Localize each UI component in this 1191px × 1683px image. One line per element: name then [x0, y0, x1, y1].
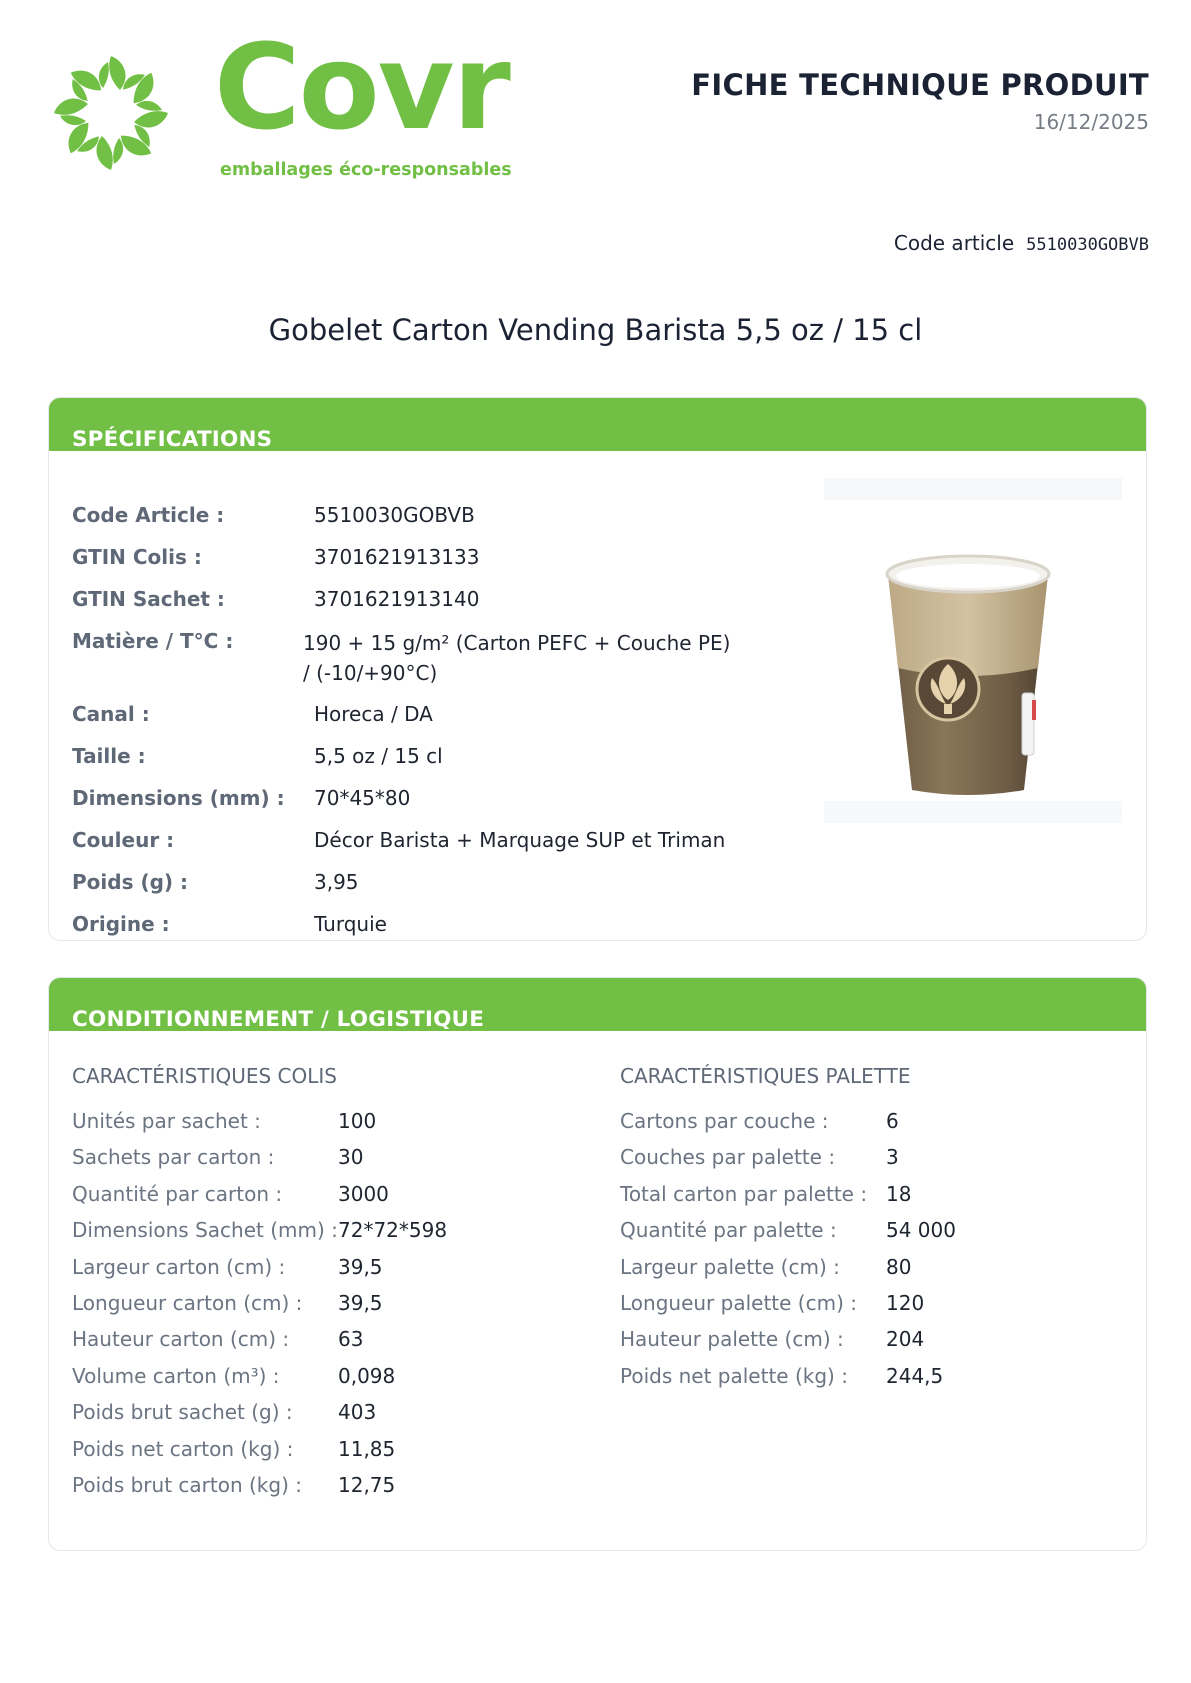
logistics-value: 72*72*598 — [338, 1218, 448, 1243]
spec-label: Dimensions (mm) : — [72, 786, 285, 810]
logistics-value: 11,85 — [338, 1436, 396, 1461]
logistics-value: 12,75 — [338, 1473, 396, 1497]
logistics-value: 403 — [338, 1400, 377, 1425]
spec-label: Couleur : — [72, 828, 175, 852]
logistics-value: 30 — [338, 1145, 364, 1170]
logo-leaf — [99, 56, 126, 90]
brand-tagline: emballages éco-responsables — [220, 160, 512, 180]
spec-value: 5510030GOBVB — [314, 503, 475, 527]
spec-value: 5,5 oz / 15 cl — [314, 744, 443, 768]
logistics-label: Poids net palette (kg) : — [620, 1363, 848, 1388]
logistics-value: 100 — [338, 1109, 377, 1133]
specifications-heading: SPÉCIFICATIONS — [49, 398, 1146, 451]
logistics-value: 39,5 — [338, 1291, 383, 1315]
logo-leaf — [117, 121, 160, 164]
logistics-label: Largeur palette (cm) : — [620, 1254, 840, 1279]
logistics-value: 18 — [886, 1181, 912, 1206]
logistics-label: Poids brut sachet (g) : — [72, 1400, 293, 1425]
logistics-value: 63 — [338, 1327, 364, 1352]
logistics-label: Dimensions Sachet (mm) : — [72, 1218, 338, 1243]
logistics-value: 120 — [886, 1291, 925, 1315]
logistics-heading: CONDITIONNEMENT / LOGISTIQUE — [49, 978, 1146, 1031]
article-code-label: Code article — [893, 231, 1015, 255]
spec-label: Origine : — [72, 912, 170, 936]
brand-wordmark: Covr — [214, 18, 509, 156]
logistics-label: Quantité par palette : — [620, 1218, 837, 1243]
document-title: FICHE TECHNIQUE PRODUIT — [691, 68, 1149, 102]
logistics-value: 3000 — [338, 1181, 389, 1206]
product-title: Gobelet Carton Vending Barista 5,5 oz / 15 cl — [268, 313, 923, 347]
spec-label: Matière / T°C : — [72, 629, 234, 653]
logistics-card — [48, 977, 1147, 1551]
paper-cup-barista-icon — [824, 478, 1122, 823]
logo-leaf — [134, 101, 168, 128]
spec-label: Code Article : — [72, 503, 225, 527]
spec-value: 3701621913133 — [314, 545, 480, 569]
specifications-card — [48, 397, 1147, 941]
document-date: 16/12/2025 — [1033, 110, 1149, 134]
spec-label: Taille : — [72, 744, 146, 768]
logo-leaf — [60, 119, 103, 162]
logistics-label: Sachets par carton : — [72, 1145, 275, 1170]
logistics-value: 54 000 — [886, 1218, 956, 1243]
logo-leaf — [96, 136, 123, 170]
spec-value: Décor Barista + Marquage SUP et Triman — [314, 828, 726, 852]
logistics-label: Total carton par palette : — [620, 1181, 868, 1206]
logo-leaf — [62, 62, 105, 105]
logistics-label: Longueur palette (cm) : — [620, 1291, 857, 1315]
spec-label: Canal : — [72, 702, 150, 726]
brand-logo — [46, 18, 512, 188]
logistics-value: 0,098 — [338, 1363, 396, 1388]
logistics-label: Couches par palette : — [620, 1145, 836, 1170]
logistics-label: Hauteur carton (cm) : — [72, 1327, 290, 1352]
logistics-label: Quantité par carton : — [72, 1181, 283, 1206]
spec-value: 3,95 — [314, 870, 359, 894]
leaf-wreath-logo-icon — [46, 48, 176, 178]
spec-value: 190 + 15 g/m² (Carton PEFC + Couche PE) / (-10/+90°C) — [303, 631, 731, 685]
logistics-value: 244,5 — [886, 1363, 944, 1388]
article-code-value: 5510030GOBVB — [1026, 235, 1149, 255]
logistics-value: 80 — [886, 1254, 912, 1279]
spec-value: Horeca / DA — [314, 702, 433, 726]
spec-value: Turquie — [314, 912, 387, 936]
spec-label: Poids (g) : — [72, 870, 188, 894]
logistics-label: Unités par sachet : — [72, 1109, 261, 1133]
logistics-label: Largeur carton (cm) : — [72, 1254, 286, 1279]
logistics-value: 3 — [886, 1145, 899, 1170]
logistics-value: 39,5 — [338, 1254, 383, 1279]
spec-label: GTIN Sachet : — [72, 587, 225, 611]
logistics-label: Poids brut carton (kg) : — [72, 1473, 302, 1497]
product-photo — [824, 478, 1122, 823]
logistics-value: 6 — [886, 1109, 899, 1133]
spec-value: 70*45*80 — [314, 786, 411, 810]
spec-value: 3701621913140 — [314, 587, 480, 611]
colis-section-heading: CARACTÉRISTIQUES COLIS — [72, 1064, 337, 1088]
logistics-label: Volume carton (m³) : — [72, 1363, 280, 1388]
logistics-label: Cartons par couche : — [620, 1109, 829, 1133]
logistics-label: Hauteur palette (cm) : — [620, 1327, 844, 1352]
logistics-label: Longueur carton (cm) : — [72, 1291, 303, 1315]
article-code-reference — [894, 231, 1149, 255]
logo-leaf — [54, 98, 88, 125]
logo-leaf — [119, 64, 162, 107]
palette-section-heading: CARACTÉRISTIQUES PALETTE — [620, 1064, 911, 1088]
spec-label: GTIN Colis : — [72, 545, 202, 569]
logistics-label: Poids net carton (kg) : — [72, 1436, 294, 1461]
logistics-value: 204 — [886, 1327, 925, 1352]
